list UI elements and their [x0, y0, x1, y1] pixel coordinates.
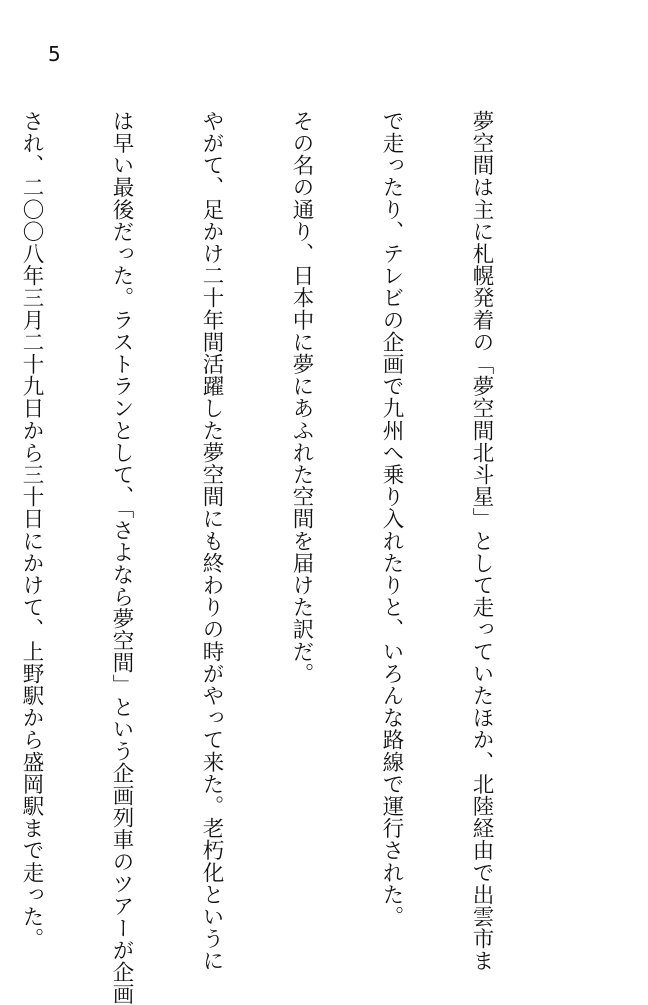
text-line: で走ったり、テレビの企画で九州へ乗り入れたりと、いろんな路線で運行された。 [379, 110, 404, 928]
page-number: 5 [48, 42, 61, 66]
novel-text-body [0, 110, 556, 1005]
text-line: は早い最後だった。ラストランとして、「さよなら夢空間」という企画列車のツアーが企画 [109, 110, 134, 1005]
text-line: 夢空間は主に札幌発着の「夢空間北斗星」として走っていたほか、北陸経由で出雲市ま [469, 110, 494, 972]
text-line: その名の通り、日本中に夢にあふれた空間を届けた訳だ。 [289, 110, 314, 685]
text-line: やがて、足かけ二十年間活躍した夢空間にも終わりの時がやって来た。老朽化というに [199, 110, 224, 972]
text-line: され、二〇〇八年三月二十九日から三十日にかけて、上野駅から盛岡駅まで走った。 [19, 110, 44, 950]
